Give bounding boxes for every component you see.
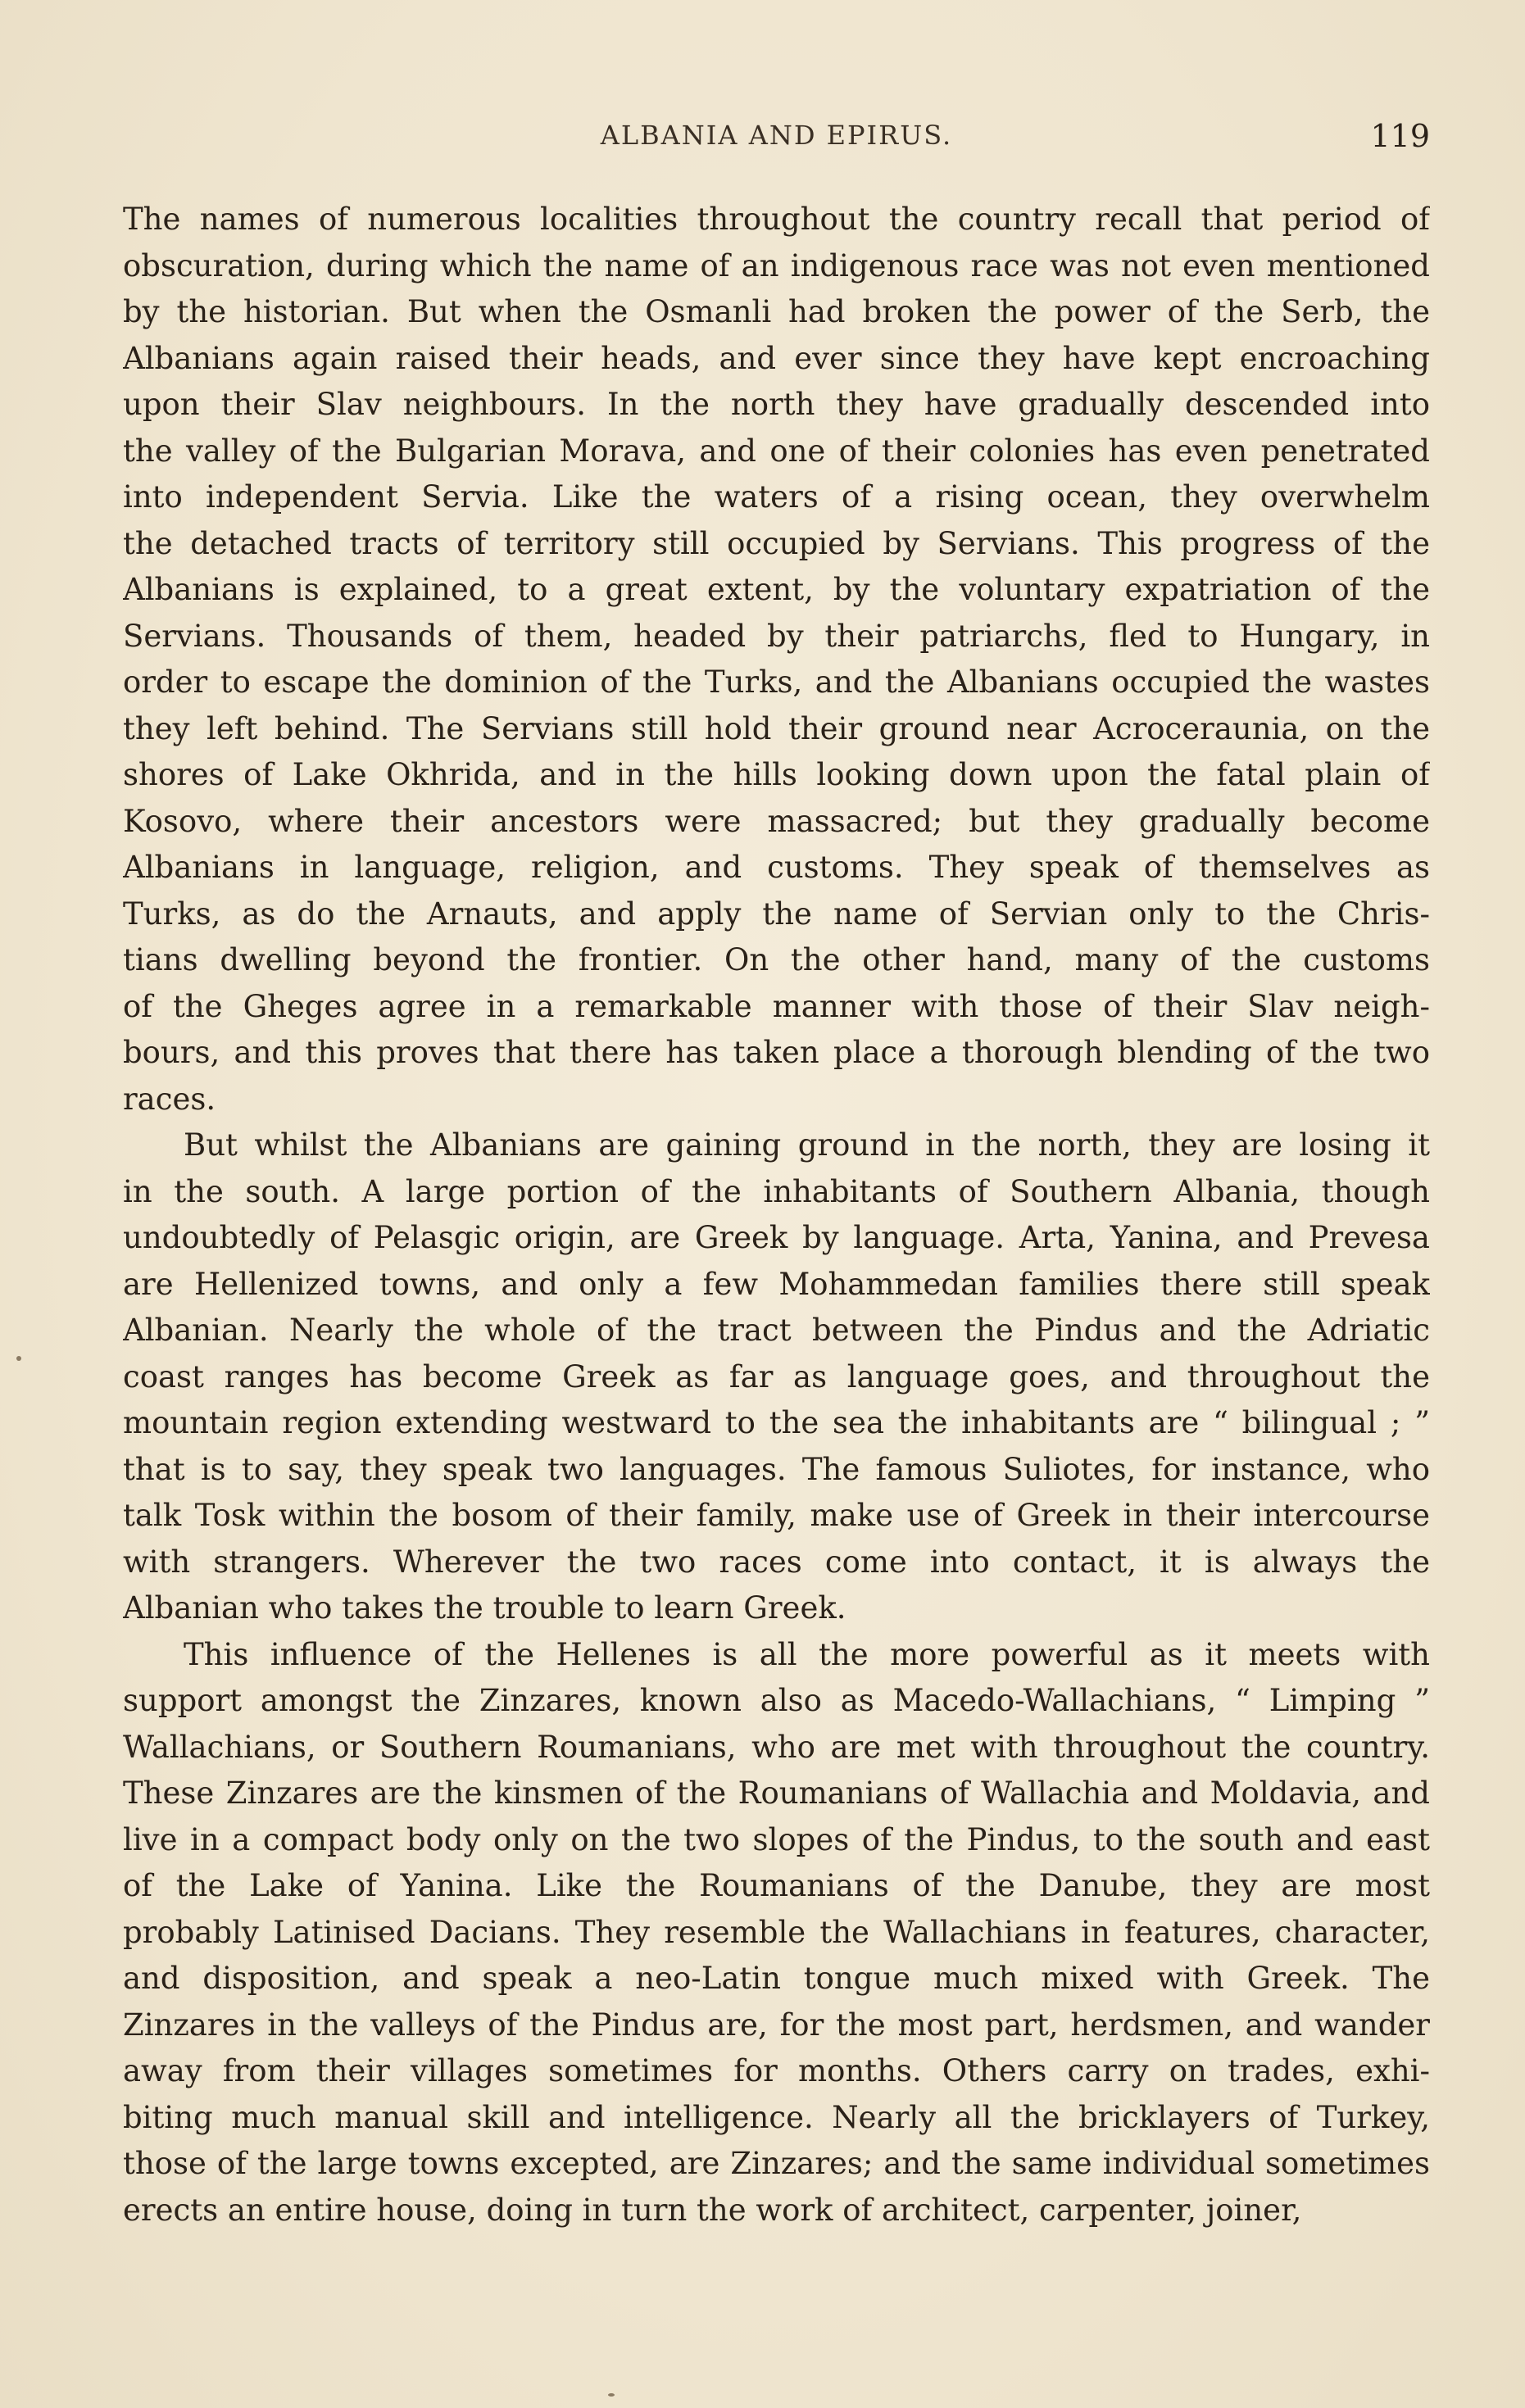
text-line: are Hellenized towns, and only a few Mohammedan families there still speak: [123, 1266, 1430, 1302]
text-line: mountain region extending westward to the sea the inhabitants are “ bilingual ; ”: [123, 1405, 1430, 1440]
text-line: into independent Servia. Like the waters of a rising ocean, they overwhelm: [123, 479, 1430, 515]
text-line: talk Tosk within the bosom of their family, make use of Greek in their intercourse: [123, 1498, 1430, 1533]
text-line: Kosovo, where their ancestors were massacred; but they gradually become: [123, 803, 1430, 839]
paper-speck: [608, 2393, 615, 2397]
text-line: biting much manual skill and intelligence. Nearly all the bricklayers of Turkey,: [123, 2099, 1430, 2135]
text-line: Albanian who takes the trouble to learn Greek.: [123, 1590, 846, 1626]
text-line: Albanians is explained, to a great extent, by the voluntary expatriation of the: [123, 572, 1430, 607]
body-text: [123, 197, 1430, 2233]
text-line: they left behind. The Servians still hold their ground near Acroceraunia, on the: [123, 710, 1430, 746]
running-head: [123, 120, 1430, 161]
paper-speck: [16, 1356, 21, 1361]
text-line: Servians. Thousands of them, headed by their patriarchs, fled to Hungary, in: [123, 618, 1430, 654]
text-line: Zinzares in the valleys of the Pindus are, for the most part, herdsmen, and wander: [123, 2007, 1430, 2043]
text-line: and disposition, and speak a neo-Latin tongue much mixed with Greek. The: [123, 1961, 1430, 1996]
text-line: the valley of the Bulgarian Morava, and one of their colonies has even penetrated: [123, 433, 1430, 469]
text-line: support amongst the Zinzares, known also as Macedo-Wallachians, “ Limping ”: [123, 1683, 1430, 1718]
text-line: the detached tracts of territory still occupied by Servians. This progress of the: [123, 525, 1430, 561]
text-line: of the Gheges agree in a remarkable manner with those of their Slav neigh-: [123, 988, 1430, 1024]
text-line: The names of numerous localities throughout the country recall that period of: [123, 202, 1430, 237]
text-line: live in a compact body only on the two slopes of the Pindus, to the south and east: [123, 1821, 1430, 1857]
paragraph: [123, 197, 1430, 1122]
text-line: Albanians again raised their heads, and ever since they have kept encroaching: [123, 340, 1430, 376]
text-line: Albanian. Nearly the whole of the tract between the Pindus and the Adriatic: [123, 1313, 1430, 1348]
text-line: in the south. A large portion of the inhabitants of Southern Albania, though: [123, 1173, 1430, 1209]
text-line: of the Lake of Yanina. Like the Roumanians of the Danube, they are most: [123, 1868, 1430, 1903]
paragraph: [123, 1122, 1430, 1632]
text-line: by the historian. But when the Osmanli had broken the power of the Serb, the: [123, 294, 1430, 329]
text-line: that is to say, they speak two languages. The famous Suliotes, for instance, who: [123, 1451, 1430, 1487]
text-line: But whilst the Albanians are gaining ground in the north, they are losing it: [184, 1127, 1430, 1163]
text-line: erects an entire house, doing in turn the work of architect, carpenter, joiner,: [123, 2192, 1302, 2228]
text-line: Wallachians, or Southern Roumanians, who are met with throughout the country.: [123, 1729, 1430, 1765]
text-line: those of the large towns excepted, are Zinzares; and the same individual sometimes: [123, 2146, 1430, 2181]
text-line: tians dwelling beyond the frontier. On the other hand, many of the customs: [123, 942, 1430, 977]
running-title: ALBANIA AND EPIRUS.: [600, 120, 953, 151]
text-line: These Zinzares are the kinsmen of the Roumanians of Wallachia and Moldavia, and: [123, 1775, 1430, 1811]
text-line: coast ranges has become Greek as far as language goes, and throughout the: [123, 1358, 1430, 1394]
text-line: undoubtedly of Pelasgic origin, are Greek by language. Arta, Yanina, and Prevesa: [123, 1220, 1430, 1255]
paragraph: [123, 1632, 1430, 2234]
text-line: bours, and this proves that there has taken place a thorough blending of the two: [123, 1035, 1430, 1070]
text-line: This influence of the Hellenes is all the more powerful as it meets with: [184, 1636, 1430, 1672]
text-line: shores of Lake Okhrida, and in the hills looking down upon the fatal plain of: [123, 757, 1430, 792]
text-line: obscuration, during which the name of an indigenous race was not even mentioned: [123, 247, 1430, 283]
text-line: with strangers. Wherever the two races come into contact, it is always the: [123, 1544, 1430, 1580]
text-line: upon their Slav neighbours. In the north they have gradually descended into: [123, 387, 1430, 422]
text-line: away from their villages sometimes for months. Others carry on trades, exhi-: [123, 2053, 1430, 2088]
text-line: Turks, as do the Arnauts, and apply the name of Servian only to the Chris-: [123, 896, 1430, 932]
text-line: Albanians in language, religion, and customs. They speak of themselves as: [123, 850, 1430, 885]
text-line: probably Latinised Dacians. They resemble the Wallachians in features, character,: [123, 1914, 1430, 1950]
text-line: races.: [123, 1081, 216, 1117]
text-line: order to escape the dominion of the Turks, and the Albanians occupied the wastes: [123, 664, 1430, 700]
page-number: 119: [1370, 118, 1430, 154]
